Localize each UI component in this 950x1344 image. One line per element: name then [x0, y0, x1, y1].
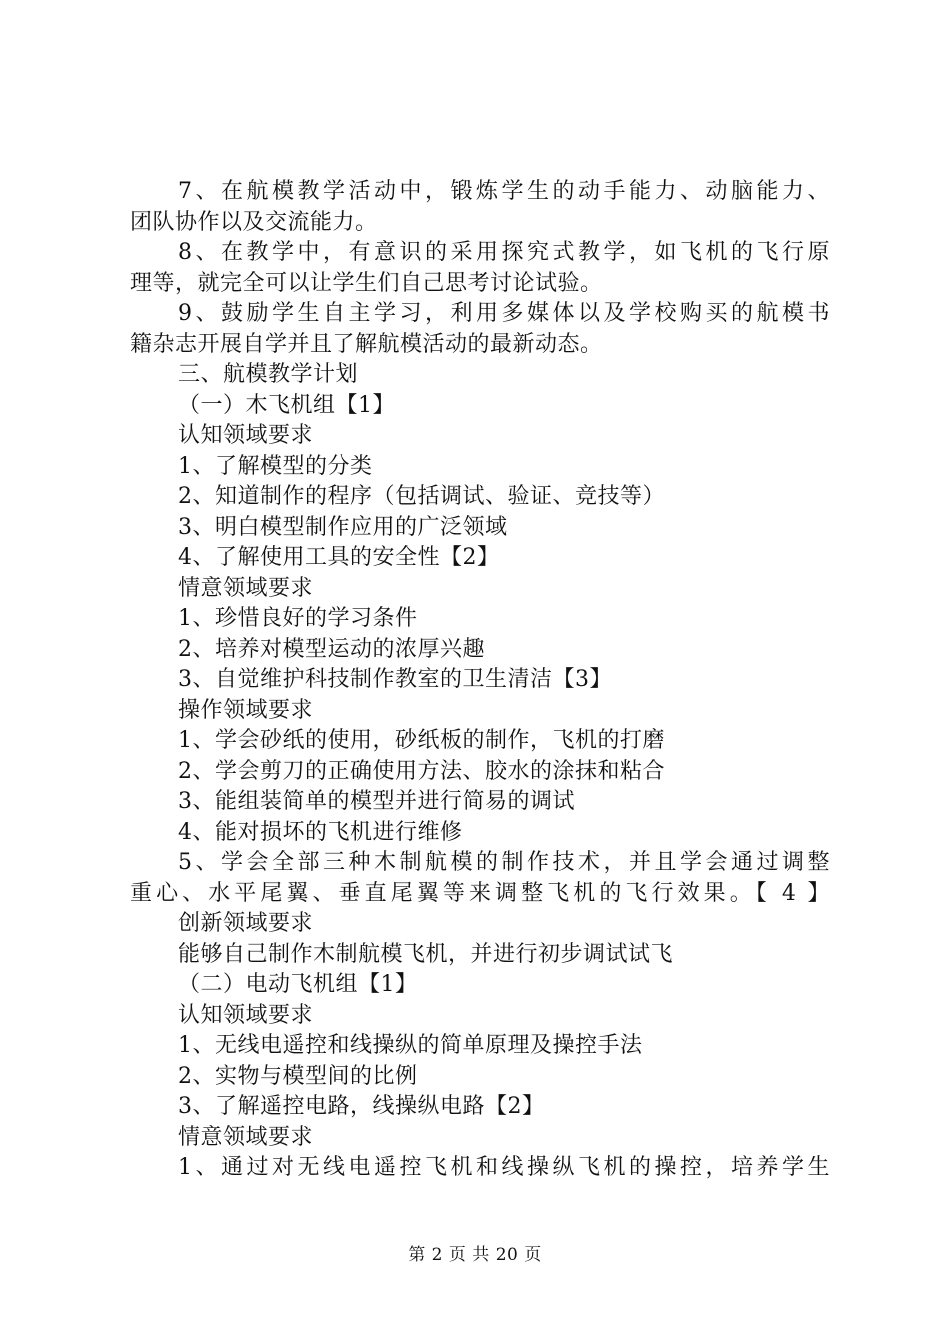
text-line: 1、学会砂纸的使用，砂纸板的制作，飞机的打磨 [178, 728, 665, 753]
text-line: 2、实物与模型间的比例 [178, 1063, 418, 1089]
text-line: 创新领域要求 [178, 911, 314, 936]
page-footer: 第 2 页 共 20 页 [408, 1245, 542, 1265]
text-line: 3、能组装简单的模型并进行简易的调试 [178, 789, 575, 814]
text-line: 三、航模教学计划 [178, 362, 359, 387]
text-line: 能够自己制作木制航模飞机，并进行初步调试试飞 [178, 941, 674, 967]
text-line: 7、在航模教学活动中，锻炼学生的动手能力、动脑能力、 [178, 179, 830, 204]
text-line: 理等，就完全可以让学生们自己思考讨论试验。 [130, 270, 603, 296]
document-body [130, 177, 830, 1184]
text-line: 认知领域要求 [178, 423, 314, 448]
text-line: 9、鼓励学生自主学习，利用多媒体以及学校购买的航模书 [178, 301, 830, 326]
text-line: （一）木飞机组【1】 [178, 392, 395, 418]
text-line: 1、通过对无线电遥控飞机和线操纵飞机的操控，培养学生 [178, 1155, 830, 1180]
text-line: 认知领域要求 [178, 1002, 314, 1028]
text-line: 5、学会全部三种木制航模的制作技术，并且学会通过调整 [178, 850, 830, 875]
text-line: 1、无线电遥控和线操纵的简单原理及操控手法 [178, 1033, 643, 1058]
text-line: 团队协作以及交流能力。 [130, 209, 378, 235]
text-line: 2、知道制作的程序（包括调试、验证、竞技等） [178, 484, 665, 509]
text-line: 籍杂志开展自学并且了解航模活动的最新动态。 [130, 331, 603, 357]
text-line: （二）电动飞机组【1】 [178, 972, 418, 997]
text-line: 2、学会剪刀的正确使用方法、胶水的涂抹和粘合 [178, 758, 665, 784]
text-line: 8、在教学中，有意识的采用探究式教学，如飞机的飞行原 [178, 240, 830, 265]
text-line: 2、培养对模型运动的浓厚兴趣 [178, 636, 485, 662]
text-line: 情意领域要求 [178, 575, 314, 601]
text-line: 4、能对损坏的飞机进行维修 [178, 819, 463, 845]
text-line: 3、自觉维护科技制作教室的卫生清洁【3】 [178, 667, 612, 692]
text-line: 重心、水平尾翼、垂直尾翼等来调整飞机的飞行效果。【 4 】 [130, 880, 830, 906]
text-line: 1、珍惜良好的学习条件 [178, 606, 418, 631]
text-line: 4、了解使用工具的安全性【2】 [178, 545, 500, 570]
text-line: 1、了解模型的分类 [178, 453, 373, 479]
text-line: 情意领域要求 [178, 1124, 314, 1150]
text-line: 操作领域要求 [178, 697, 314, 723]
text-line: 3、了解遥控电路，线操纵电路【2】 [178, 1094, 545, 1119]
text-line: 3、明白模型制作应用的广泛领域 [178, 514, 508, 540]
